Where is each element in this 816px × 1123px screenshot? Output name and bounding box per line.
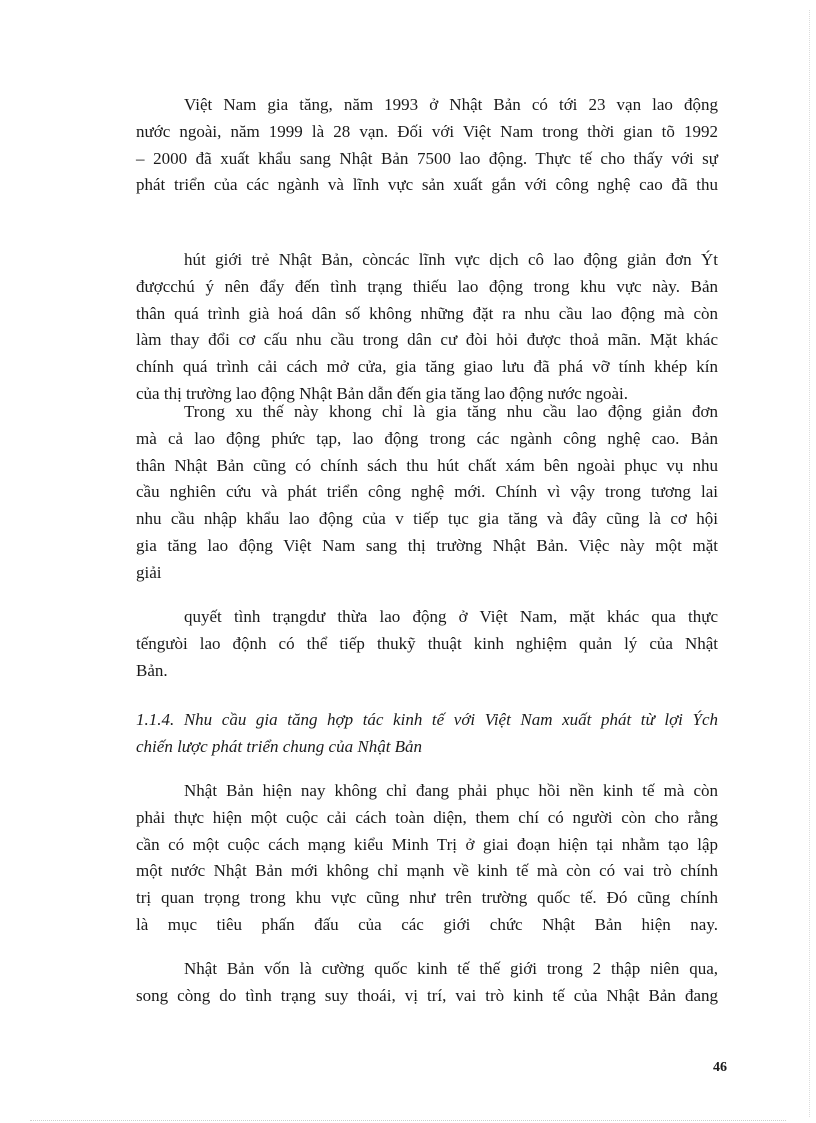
paragraph-3 [136, 399, 718, 587]
text-line: nhu cầu nhập khẩu lao động của v tiếp tục gia tăng và đây cũng là cơ hội [136, 509, 718, 529]
text-line: giải [136, 562, 162, 582]
paragraph-1 [136, 92, 718, 199]
text-line: làm thay đổi cơ cấu nhu cầu trong dân cư đòi hỏi được thoả mãn. Mặt khác [136, 330, 718, 350]
heading-line: 1.1.4. Nhu cầu gia tăng hợp tác kinh tế với Việt Nam xuất phát từ lợi Ých [136, 710, 718, 729]
text-line: Nhật Bản hiện nay không chỉ đang phải phục hồi nền kinh tế mà còn [184, 781, 718, 800]
text-line: cầu nghiên cứu và phát triển công nghệ mới. Chính vì vậy trong tương lai [136, 482, 718, 502]
page-border-right [809, 10, 810, 1117]
text-line: đượcchú ý nên đẩy đến tình trạng thiếu lao động trong khu vực này. Bản [136, 276, 718, 296]
text-line: của thị trường lao động Nhật Bản dẫn đến gia tăng lao động nước ngoài. [136, 383, 628, 403]
text-line: thân Nhật Bản cũng có chính sách thu hút chất xám bên ngoài phục vụ nhu [136, 455, 718, 475]
paragraph-5 [136, 778, 718, 939]
page-number: 46 [713, 1060, 727, 1075]
text-line: mà cả lao động phức tạp, lao động trong các ngành công nghệ cao. Bản [136, 428, 718, 448]
text-line: hút giới trẻ Nhật Bản, còncác lĩnh vực dịch cô lao động giản đơn Ýt [184, 250, 718, 269]
text-line: cần có một cuộc cách mạng kiểu Minh Trị ở giai đoạn hiện tại nhằm tạo lập [136, 834, 718, 854]
text-line: là mục tiêu phấn đấu của các giới chức Nhật Bản hiện nay. [136, 914, 718, 934]
text-line: phát triển của các ngành và lĩnh vực sản xuất gắn với công nghệ cao đã thu [136, 175, 718, 195]
section-heading [136, 707, 718, 761]
text-line: thân quá trình già hoá dân số không những đặt ra nhu cầu lao động mà còn [136, 303, 718, 323]
text-line: nước ngoài, năm 1999 là 28 vạn. Đối với Việt Nam trong thời gian tõ 1992 [136, 121, 718, 141]
text-line: Trong xu thế này khong chỉ là gia tăng nhu cầu lao động giản đơn [184, 402, 718, 421]
text-line: Bản. [136, 660, 168, 680]
text-line: – 2000 đã xuất khẩu sang Nhật Bản 7500 lao động. Thực tế cho thấy với sự [136, 148, 718, 168]
text-line: Nhật Bản vốn là cường quốc kinh tế thế giới trong 2 thập niên qua, [184, 959, 718, 978]
text-line: quyết tình trạngdư thừa lao động ở Việt Nam, mặt khác qua thực [184, 607, 718, 626]
text-line: trị quan trọng trong khu vực cũng như trên trường quốc tế. Đó cũng chính [136, 888, 718, 908]
text-line: song còng do tình trạng suy thoái, vị trí, vai trò kinh tế của Nhật Bản đang [136, 985, 718, 1005]
text-line: gia tăng lao động Việt Nam sang thị trường Nhật Bản. Việc này một mặt [136, 535, 718, 555]
text-line: một nước Nhật Bản mới không chỉ mạnh về kinh tế mà còn có vai trò chính [136, 861, 718, 881]
paragraph-6 [136, 956, 718, 1010]
text-line: tếngưòi lao độnh có thể tiếp thukỹ thuật kinh nghiệm quản lý của Nhật [136, 633, 718, 653]
paragraph-2 [136, 247, 718, 408]
heading-line: chiến lược phát triển chung của Nhật Bản [136, 736, 423, 756]
text-line: phải thực hiện một cuộc cải cách toàn diện, them chí có người còn cho rằng [136, 807, 718, 827]
text-line: Việt Nam gia tăng, năm 1993 ở Nhật Bản có tới 23 vạn lao động [184, 95, 718, 114]
text-line: chính quá trình cải cách mở cửa, gia tăng giao lưu đã phá vỡ tính khép kín [136, 357, 718, 377]
page-border-bottom [30, 1120, 786, 1121]
paragraph-4 [136, 604, 718, 684]
